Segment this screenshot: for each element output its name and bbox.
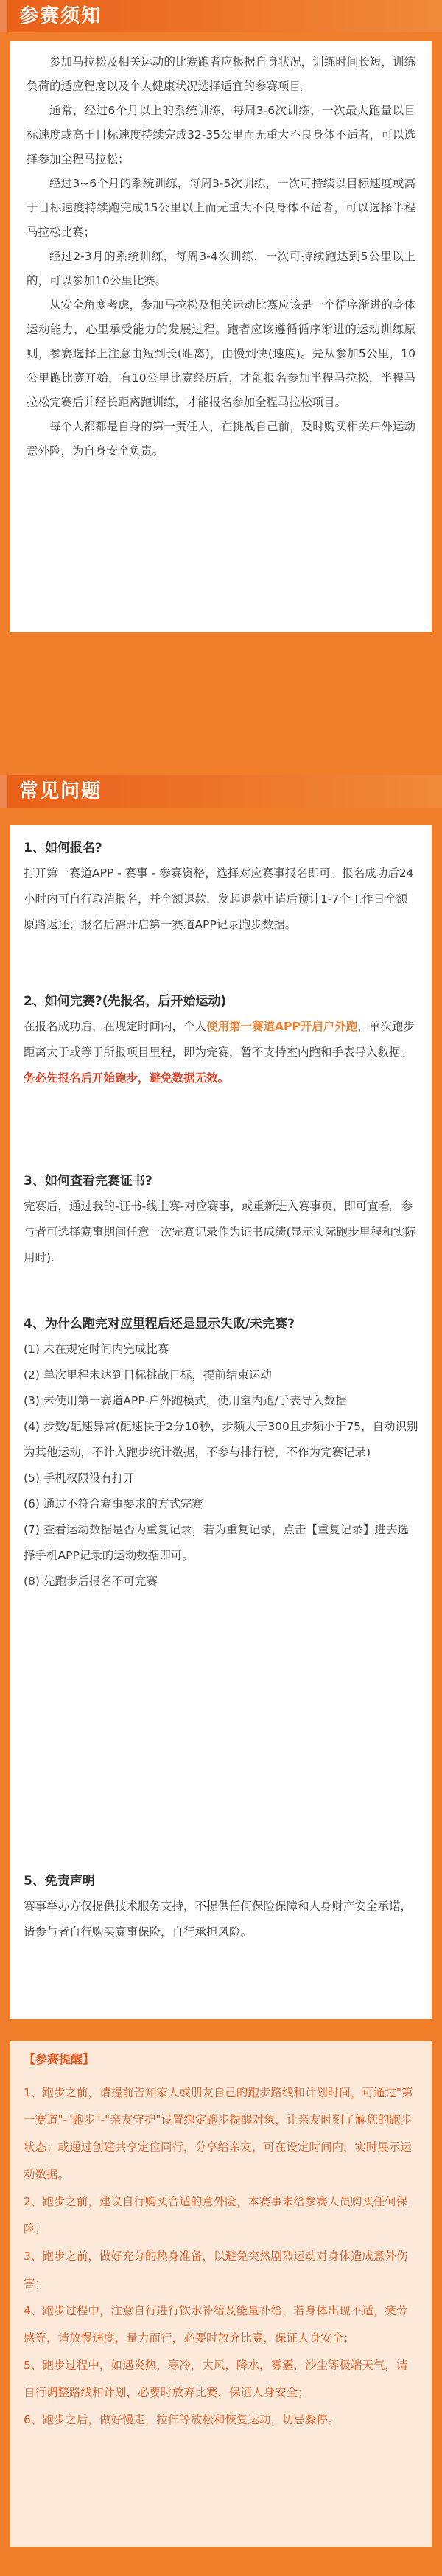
faq-q4-item: (8) 先跑步后报名不可完赛	[24, 1575, 158, 1588]
tip-item: 6、跑步之后，做好慢走，拉伸等放松和恢复运动，切忌骤停。	[24, 2413, 340, 2426]
rules-paragraph: 参加马拉松及相关运动的比赛跑者应根据自身状况，训练时间长短，训练负荷的适应程度以及个人健康状况选择适宜的参赛项目。	[27, 55, 415, 93]
faq-q1-body: 打开第一赛道APP - 赛事 - 参赛资格，选择对应赛事报名即可。报名成功后24小时内可自行取消报名，并全额退款，发起退款申请后预计1-7个工作日全额原路返还；报名后需开启第一赛道APP记录跑步数据。	[24, 867, 414, 931]
faq-q2-warning: 务必先报名后开始跑步，避免数据无效。	[24, 1071, 230, 1085]
rules-paragraph: 每个人都都是自身的第一责任人，在挑战自己前，及时购买相关户外运动意外险，为自身安全负责。	[27, 420, 415, 458]
rules-paragraph: 从安全角度考虑，参加马拉松及相关运动比赛应该是一个循序渐进的身体运动能力，心里承受能力的发展过程。跑者应该遵循循序渐进的运动训练原则，参赛选择上注意由短到长(距离)，由慢到快(速度)。先从参加5公里，10公里跑比赛开始，有10公里比赛经历后，才能报名参加半程马拉松，半程马拉松完赛后并经长距离跑训练，才能报名参加全程马拉松项目。	[27, 298, 415, 409]
faq-q3	[24, 1169, 418, 1271]
tip-item: 1、跑步之前，请提前告知家人或朋友自己的跑步路线和计划时间，可通过"第一赛道"-"跑步"-"亲友守护"设置绑定跑步提醒对象，让亲友时刻了解您的跑步状态；或通过创建共享定位同行，分享给亲友，可在设定时间内，实时展示运动数据。	[24, 2086, 413, 2181]
faq-section-title: 常见问题	[19, 780, 102, 802]
rules-card	[10, 41, 432, 632]
tip-item: 2、跑步之前，建议自行购买合适的意外险，本赛事未给参赛人员购买任何保险；	[24, 2195, 408, 2236]
faq-q2-text-a: 在报名成功后，在规定时间内，个人	[24, 1020, 207, 1033]
faq-q3-body: 完赛后，通过我的-证书-线上赛-对应赛事，或重新进入赛事页，即可查看。参与者可选择赛事期间任意一次完赛记录作为证书成绩(显示实际跑步里程和实际用时).	[24, 1200, 417, 1264]
tips-list	[24, 2079, 418, 2434]
faq-q2-text-b: ，单次跑步距离大于或等于所报项目里程，即为完赛，暂不支持室内跑和手表导入数据。	[24, 1020, 415, 1059]
tips-card	[10, 2041, 432, 2547]
tip-item: 4、跑步过程中，注意自行进行饮水补给及能量补给，若身体出现不适，疲劳感等，请放慢速度，量力而行，必要时放弃比赛，保证人身安全；	[24, 2304, 408, 2345]
faq-section-header	[0, 775, 442, 808]
tip-item: 3、跑步之前，做好充分的热身准备，以避免突然剧烈运动对身体造成意外伤害；	[24, 2250, 408, 2290]
faq-q2-highlight: 使用第一赛道APP开启户外跑	[206, 1020, 358, 1033]
faq-q5-title: 5、免责声明	[24, 1874, 95, 1889]
tips-heading: 【参赛提醒】	[24, 2052, 95, 2066]
faq-q4-item: (3) 未使用第一赛道APP-户外跑模式，使用室内跑/手表导入数据	[24, 1394, 347, 1407]
faq-q4-title: 4、为什么跑完对应里程后还是显示失败/未完赛?	[24, 1317, 295, 1331]
rules-paragraph: 通常，经过6个月以上的系统训练，每周3-6次训练，一次最大跑量以目标速度或高于目标速度持续完成32-35公里而无重大不良身体不适者，可以选择参加全程马拉松；	[27, 104, 415, 166]
rules-section-title: 参赛须知	[19, 5, 102, 27]
faq-q4-item: (5) 手机权限没有打开	[24, 1471, 135, 1485]
faq-q1-title: 1、如何报名?	[24, 841, 102, 855]
faq-q4-item: (1) 未在规定时间内完成比赛	[24, 1343, 169, 1356]
rules-paragraph: 经过3~6个月的系统训练，每周3-5次训练，一次可持续以目标速度或高于目标速度持续跑完成15公里以上而无重大不良身体不适者，可以选择半程马拉松比赛；	[27, 177, 415, 239]
faq-q4-item: (6) 通过不符合赛事要求的方式完赛	[24, 1497, 203, 1511]
faq-q3-title: 3、如何查看完赛证书?	[24, 1174, 152, 1189]
faq-q4-item: (2) 单次里程未达到目标挑战目标，提前结束运动	[24, 1368, 272, 1382]
tip-item: 5、跑步过程中，如遇炎热，寒冷，大风，降水，雾霾，沙尘等极端天气，请自行调整路线和计划，必要时放弃比赛，保证人身安全；	[24, 2359, 408, 2399]
faq-q4	[24, 1312, 418, 1595]
faq-q2-body	[24, 1014, 418, 1091]
faq-card	[10, 825, 432, 2019]
rules-paragraph: 经过2-3月的系统训练，每周3-4次训练，一次可持续跑达到5公里以上的，可以参加10公里比赛。	[27, 250, 415, 287]
faq-q1	[24, 836, 418, 938]
rules-section-header	[0, 0, 442, 32]
faq-q5	[24, 1869, 418, 1945]
faq-q2-title: 2、如何完赛?(先报名，后开始运动)	[24, 994, 227, 1009]
faq-q4-item: (7) 查看运动数据是否为重复记录，若为重复记录，点击【重复记录】进去选择手机APP记录的运动数据即可。	[24, 1523, 409, 1562]
faq-q2	[24, 989, 418, 1091]
faq-q5-body: 赛事举办方仅提供技术服务支持，不提供任何保险保障和人身财产安全承诺，请参与者自行购买赛事保险，自行承担风险。	[24, 1900, 413, 1939]
faq-q4-item: (4) 步数/配速异常(配速快于2分10秒，步频大于300且步频小于75，自动识别为其他运动，不计入跑步统计数据，不参与排行榜，不作为完赛记录)	[24, 1420, 418, 1459]
